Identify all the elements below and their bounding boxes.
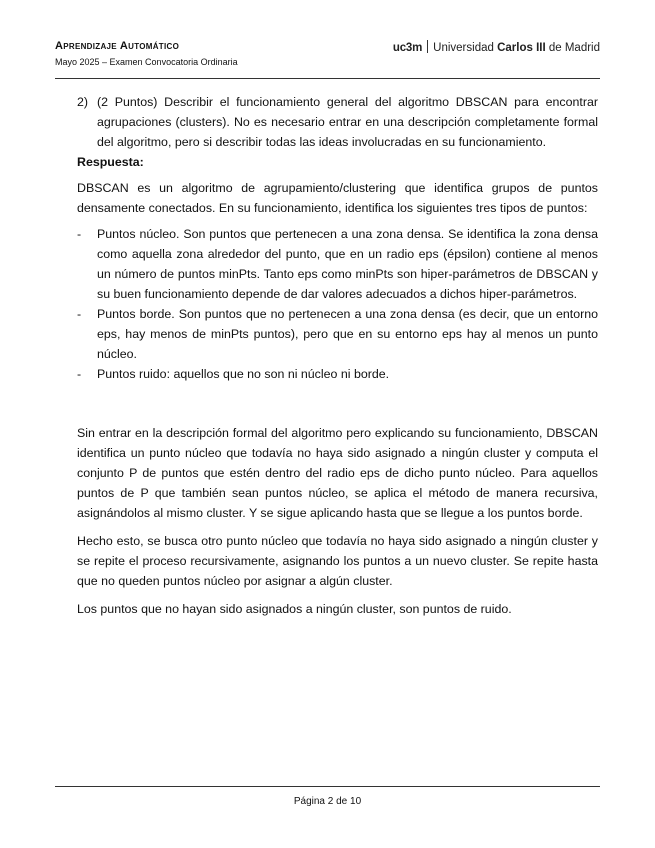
university-name-suffix: de Madrid — [545, 42, 600, 54]
border-points-text: Puntos borde. Son puntos que no pertenecen a una zona densa (es decir, que un entorno eps, hay menos de minPts puntos), pero que en su entorno eps hay al menos un punto núcleo. — [97, 307, 598, 361]
course-title: Aprendizaje Automático — [55, 40, 180, 52]
section-spacer — [77, 384, 598, 423]
university-name-bold: Carlos III — [497, 42, 546, 54]
core-points-text: Puntos núcleo. Son puntos que pertenecen a una zona densa. Se identifica la zona densa como aquella zona alrededor del punto, que en un radio eps (épsilon) contiene al menos un número de puntos minPts. Tanto eps como minPts son hiper-parámetros de DBSCAN y su buen funcionamiento depende de dar valores adecuados a dichos hiper-parámetros. — [97, 227, 598, 301]
answer-heading: Respuesta: — [77, 155, 144, 169]
noise-points-text: Puntos ruido: aquellos que no son ni núcleo ni borde. — [97, 367, 390, 381]
question-text: (2 Puntos) Describir el funcionamiento general del algoritmo DBSCAN para encontrar agrupaciones (clusters). No es necesario entrar en una descripción completamente formal del algoritmo, pero si describir todas las ideas involucradas en su funcionamiento. — [97, 95, 598, 149]
noise-paragraph: Los puntos que no hayan sido asignados a ningún cluster, son puntos de ruido. — [77, 602, 512, 616]
answer-intro: DBSCAN es un algoritmo de agrupamiento/clustering que identifica grupos de puntos densamente conectados. En su funcionamiento, identifica los siguientes tres tipos de puntos: — [77, 181, 598, 215]
logo-divider — [427, 40, 428, 53]
list-bullet: - — [77, 307, 82, 321]
list-bullet: - — [77, 227, 82, 241]
list-bullet: - — [77, 367, 82, 381]
page-header — [55, 40, 600, 80]
list-item-border-points — [77, 304, 598, 364]
question-2 — [77, 92, 598, 152]
question-number: 2) — [77, 95, 89, 109]
university-logo — [393, 40, 600, 54]
repeat-paragraph: Hecho esto, se busca otro punto núcleo que todavía no haya sido asignado a ningún cluster y se repite el proceso recursivamente, asignando los puntos a un nuevo cluster. Se repite hasta que no queden puntos núcleo por asignar a algún cluster. — [77, 534, 598, 588]
footer-divider — [55, 786, 600, 787]
exam-subtitle: Mayo 2025 – Examen Convocatoria Ordinaria — [55, 57, 238, 67]
algorithm-paragraph: Sin entrar en la descripción formal del algoritmo pero explicando su funcionamiento, DBSCAN identifica un punto núcleo que todavía no haya sido asignado a ningún cluster y computa el conjunto P de puntos que estén dentro del radio eps de dicho punto núcleo. Para aquellos puntos de P que también sean puntos núcleo, se aplica el método de manera recursiva, asignándolos al mismo cluster. Y se sigue aplicando hasta que se llegue a los puntos borde. — [77, 426, 598, 520]
list-item-core-points — [77, 224, 598, 304]
page-number: Página 2 de 10 — [293, 796, 362, 807]
page-content — [77, 92, 598, 627]
university-name-prefix: Universidad — [433, 42, 498, 54]
list-item-noise-points — [77, 364, 598, 384]
point-types-list — [77, 224, 598, 384]
uc3m-logo-text: uc3m — [392, 42, 423, 54]
header-divider — [55, 78, 600, 79]
